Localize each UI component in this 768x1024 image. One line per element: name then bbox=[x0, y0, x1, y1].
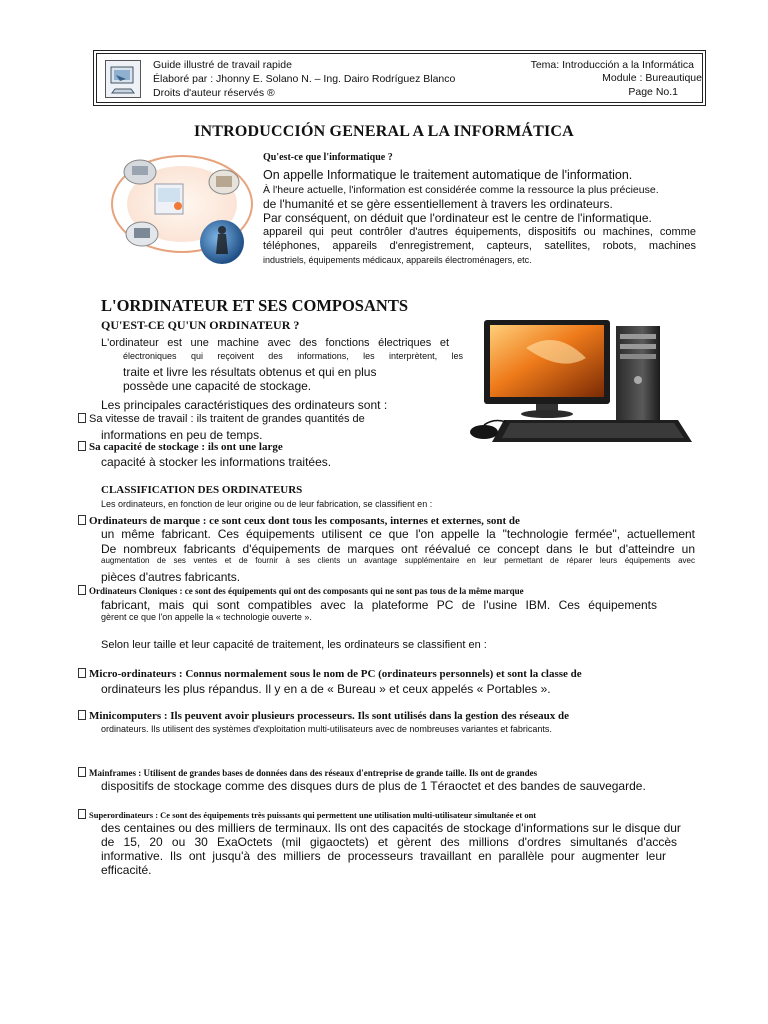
bullet-icon bbox=[78, 809, 86, 819]
brand-line-3: De nombreux fabricants d'équipements de marques ont réévalué ce concept dans le but d'atteindre un bbox=[101, 542, 695, 556]
document-header bbox=[93, 50, 706, 106]
header-copyright: Droits d'auteur réservés ® bbox=[153, 87, 275, 99]
header-frame bbox=[96, 53, 703, 103]
super-line-3: de 15, 20 ou 30 ExaOctets (mil gigaoctets) et gèrent des millions d'ordres simultanés d'accès bbox=[101, 835, 677, 849]
clone-computers-title: Ordinateurs Cloniques : ce sont des équipements qui ont des composants qui ne sont pas tous de la même marque bbox=[89, 586, 524, 596]
mainframes-line-2: dispositifs de stockage comme des disques durs de plus de 1 Téraoctet et des bandes de sauvegarde. bbox=[101, 779, 646, 793]
intro-question: Qu'est-ce que l'informatique ? bbox=[263, 152, 393, 163]
super-line-2: des centaines ou des milliers de terminaux. Ils ont des capacités de stockage d'informations sur le disque dur bbox=[101, 821, 681, 835]
features-intro: Les principales caractéristiques des ordinateurs sont : bbox=[101, 398, 388, 412]
bullet-icon bbox=[78, 441, 86, 451]
brand-line-2: un même fabricant. Ces équipements utilisent ce que l'on appelle la "technologie fermée", actuellement bbox=[101, 527, 695, 541]
feature-storage-cont: capacité à stocker les informations traitées. bbox=[101, 455, 332, 469]
clone-computers-item bbox=[78, 585, 524, 596]
mini-line-2: ordinateurs. Ils utilisent des systèmes d'exploitation multi-utilisateurs avec de nombreuses variantes et fabricants. bbox=[101, 724, 552, 734]
header-authors: Élaboré par : Jhonny E. Solano N. – Ing. Dairo Rodríguez Blanco bbox=[153, 73, 456, 85]
intro-line-1: On appelle Informatique le traitement automatique de l'information. bbox=[263, 168, 633, 182]
bullet-icon bbox=[78, 585, 86, 595]
super-item bbox=[78, 809, 536, 820]
mainframes-item bbox=[78, 767, 537, 778]
definition-line-4: possède une capacité de stockage. bbox=[123, 379, 312, 393]
desktop-computer-image bbox=[466, 318, 696, 446]
section-subheading-what-is: QU'EST-CE QU'UN ORDINATEUR ? bbox=[101, 318, 300, 332]
size-classification-intro: Selon leur taille et leur capacité de traitement, les ordinateurs se classifient en : bbox=[101, 639, 487, 651]
feature-speed bbox=[78, 413, 365, 425]
brand-computers-item bbox=[78, 515, 520, 527]
feature-speed-text: Sa vitesse de travail : ils traitent de grandes quantités de bbox=[89, 413, 365, 425]
feature-storage bbox=[78, 441, 283, 453]
bullet-icon bbox=[78, 710, 86, 720]
super-title: Superordinateurs : Ce sont des équipements très puissants qui permettent une utilisation multi-utilisateur simultanée et ont bbox=[89, 810, 537, 820]
intro-line-6: téléphones, appareils d'enregistrement, capteurs, satellites, robots, machines bbox=[263, 240, 696, 252]
section-heading-computer: L'ORDINATEUR ET SES COMPOSANTS bbox=[101, 296, 408, 315]
bullet-icon bbox=[78, 668, 86, 678]
feature-storage-text: Sa capacité de stockage : ils ont une large bbox=[89, 441, 283, 453]
mini-title: Minicomputers : Ils peuvent avoir plusieurs processeurs. Ils sont utilisés dans la gestion des réseaux de bbox=[89, 710, 569, 722]
informatics-illustration bbox=[100, 144, 256, 268]
super-line-4: informative. Ils ont jusqu'à des milliers de processeurs travaillant en parallèle pour augmenter leur bbox=[101, 849, 666, 863]
bullet-icon bbox=[78, 515, 86, 525]
brand-computers-title: Ordinateurs de marque : ce sont ceux dont tous les composants, internes et externes, sont de bbox=[89, 515, 520, 527]
mainframes-title: Mainframes : Utilisent de grandes bases de données dans des réseaux d'entreprise de grande taille. Ils ont de grandes bbox=[89, 768, 538, 778]
bullet-icon bbox=[78, 413, 86, 423]
clone-line-3: gèrent ce que l'on appelle la « technologie ouverte ». bbox=[101, 612, 312, 622]
intro-line-5: appareil qui peut contrôler d'autres équipements, dispositifs ou machines, comme bbox=[263, 226, 696, 238]
intro-line-3: de l'humanité et se gère essentiellement à travers les ordinateurs. bbox=[263, 197, 613, 211]
bullet-icon bbox=[78, 767, 86, 777]
micro-item bbox=[78, 668, 582, 680]
header-module: Module : Bureautique bbox=[602, 72, 702, 84]
mini-item bbox=[78, 710, 569, 722]
brand-line-4: augmentation de ses ventes et de fournir à ses clients un avantage supplémentaire en leur permettant de réparer leurs équipements avec bbox=[101, 556, 695, 565]
definition-line-2: électroniques qui reçoivent des informations, les interprètent, les bbox=[123, 351, 463, 361]
intro-line-4: Par conséquent, on déduit que l'ordinateur est le centre de l'informatique. bbox=[263, 211, 652, 225]
feature-speed-cont: informations en peu de temps. bbox=[101, 428, 263, 442]
micro-title: Micro-ordinateurs : Connus normalement sous le nom de PC (ordinateurs personnels) et sont la classe de bbox=[89, 668, 582, 680]
header-tema: Tema: Introducción a la Informática bbox=[530, 59, 694, 71]
document-logo-icon bbox=[105, 60, 141, 98]
classification-intro: Les ordinateurs, en fonction de leur origine ou de leur fabrication, se classifient en : bbox=[101, 499, 433, 509]
definition-line-1: L'ordinateur est une machine avec des fonctions électriques et bbox=[101, 337, 449, 349]
header-guide-title: Guide illustré de travail rapide bbox=[153, 59, 292, 71]
definition-line-3: traite et livre les résultats obtenus et qui en plus bbox=[123, 365, 377, 379]
brand-line-5: pièces d'autres fabricants. bbox=[101, 570, 241, 584]
intro-line-7: industriels, équipements médicaux, appareils électroménagers, etc. bbox=[263, 255, 532, 265]
micro-line-2: ordinateurs les plus répandus. Il y en a de « Bureau » et ceux appelés « Portables ». bbox=[101, 682, 551, 696]
intro-line-2: À l'heure actuelle, l'information est considérée comme la ressource la plus précieuse. bbox=[263, 184, 659, 196]
header-page-number: Page No.1 bbox=[628, 86, 678, 98]
super-line-5: efficacité. bbox=[101, 863, 152, 877]
classification-heading: CLASSIFICATION DES ORDINATEURS bbox=[101, 484, 303, 496]
page-title: INTRODUCCIÓN GENERAL A LA INFORMÁTICA bbox=[194, 123, 574, 140]
clone-line-2: fabricant, mais qui sont compatibles avec la plateforme PC de l'usine IBM. Ces équipements bbox=[101, 598, 657, 612]
